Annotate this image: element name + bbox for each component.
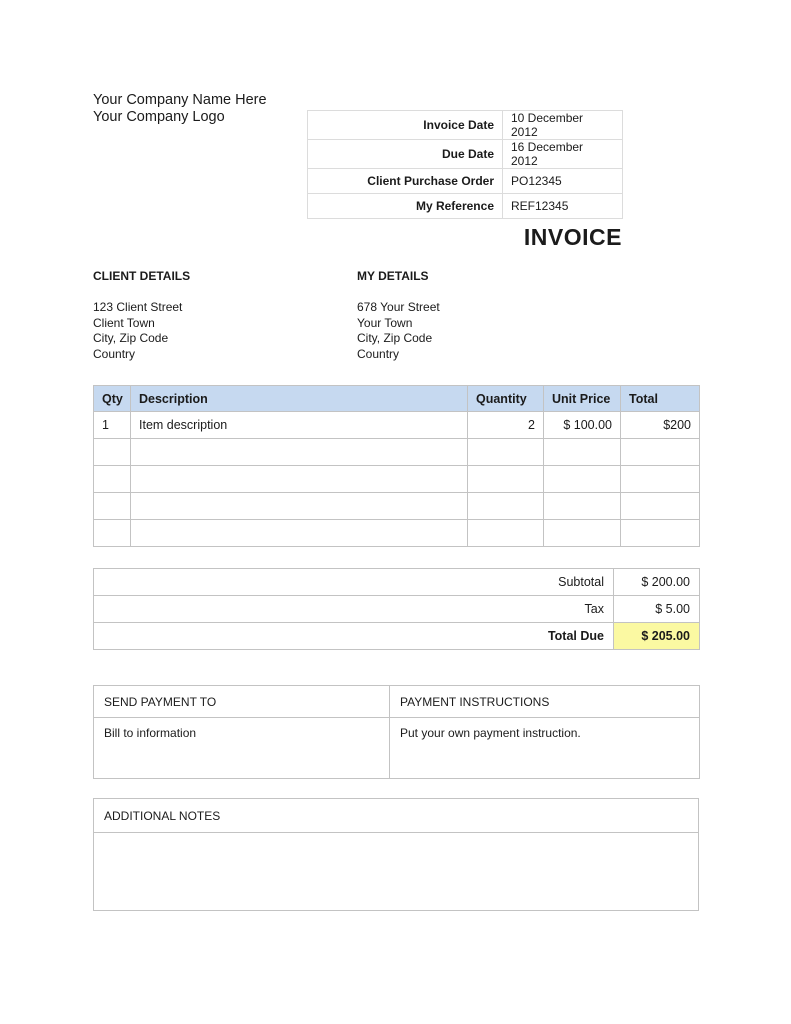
payment-instructions-body: Put your own payment instruction. [390,718,700,779]
item-qty-cell [94,439,131,466]
my-reference-label: My Reference [308,194,503,219]
client-address-line: City, Zip Code [93,331,169,345]
total-due-row [94,623,700,650]
due-date-value: 16 December 2012 [503,140,623,169]
item-row-empty [94,466,700,493]
send-payment-to-heading: SEND PAYMENT TO [94,686,390,718]
client-purchase-order-label: Client Purchase Order [308,169,503,194]
client-address-line: Client Town [93,315,155,330]
client-address-line: Country [93,346,136,361]
item-description-cell: Item description [131,412,468,439]
item-unit-price-cell [544,439,621,466]
subtotal-label: Subtotal [94,569,614,596]
total-due-label: Total Due [94,623,614,650]
column-header-unit-price: Unit Price [544,386,621,412]
send-payment-to-body: Bill to information [94,718,390,779]
page-title: INVOICE [523,224,622,250]
item-unit-price-cell: $ 100.00 [544,412,621,439]
info-row-client-purchase-order [308,169,623,194]
my-address-line: Your Town [357,315,413,330]
column-header-quantity: Quantity [468,386,544,412]
items-table [93,385,700,547]
item-qty-cell: 1 [94,412,131,439]
tax-value: $ 5.00 [614,596,700,623]
my-address-line: 678 Your Street [357,300,440,314]
info-row-my-reference [308,194,623,219]
item-quantity-cell [468,439,544,466]
invoice-date-label: Invoice Date [308,111,503,140]
details-section [93,269,699,362]
my-details-block [357,269,621,362]
subtotal-row [94,569,700,596]
payment-instructions-heading: PAYMENT INSTRUCTIONS [390,686,700,718]
column-header-description: Description [131,386,468,412]
additional-notes-body [94,833,699,911]
item-row-empty [94,520,700,547]
my-address-line: Country [357,346,400,361]
additional-notes-section [93,798,699,911]
item-total-cell: $200 [621,412,700,439]
item-total-cell [621,520,700,547]
item-unit-price-cell [544,493,621,520]
payment-header-row [94,686,700,718]
additional-notes-heading: ADDITIONAL NOTES [94,799,699,833]
tax-row [94,596,700,623]
item-total-cell [621,439,700,466]
item-quantity-cell [468,466,544,493]
column-header-qty: Qty [94,386,131,412]
client-purchase-order-value: PO12345 [503,169,623,194]
client-address-line: 123 Client Street [93,300,183,314]
info-row-invoice-date [308,111,623,140]
info-row-due-date [308,140,623,169]
invoice-info-table [307,110,623,219]
item-qty-cell [94,466,131,493]
item-total-cell [621,493,700,520]
total-due-value: $ 205.00 [614,623,700,650]
item-qty-cell [94,520,131,547]
client-details-block [93,269,357,362]
payment-body-row [94,718,700,779]
item-row-empty [94,439,700,466]
item-description-cell [131,439,468,466]
company-name: Your Company Name Here [93,92,267,108]
item-description-cell [131,466,468,493]
item-unit-price-cell [544,466,621,493]
item-description-cell [131,520,468,547]
column-header-total: Total [621,386,700,412]
totals-table [93,568,700,650]
tax-label: Tax [94,596,614,623]
items-header-row [94,386,700,412]
item-description-cell [131,493,468,520]
client-details-heading: CLIENT DETAILS [93,269,191,283]
my-details-heading: MY DETAILS [357,269,429,283]
my-reference-value: REF12345 [503,194,623,219]
subtotal-value: $ 200.00 [614,569,700,596]
notes-header-row [94,799,699,833]
my-address-line: City, Zip Code [357,331,433,345]
item-row [94,412,700,439]
item-total-cell [621,466,700,493]
notes-body-row [94,833,699,911]
invoice-date-value: 10 December 2012 [503,111,623,140]
item-quantity-cell: 2 [468,412,544,439]
payment-section [93,685,700,779]
item-quantity-cell [468,493,544,520]
item-quantity-cell [468,520,544,547]
company-logo-placeholder: Your Company Logo [93,109,225,125]
item-qty-cell [94,493,131,520]
due-date-label: Due Date [308,140,503,169]
item-unit-price-cell [544,520,621,547]
item-row-empty [94,493,700,520]
